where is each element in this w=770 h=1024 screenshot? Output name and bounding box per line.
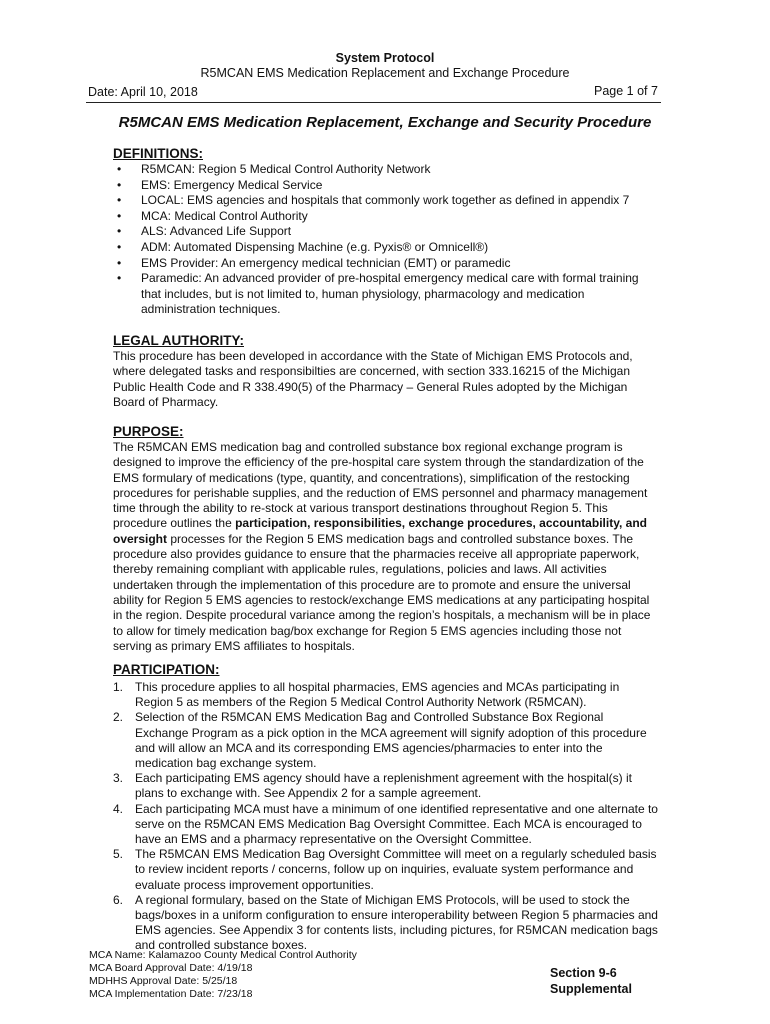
participation-item (113, 802, 658, 848)
footer-mdhhs-approval: MDHHS Approval Date: 5/25/18 (89, 975, 238, 987)
item-text: A regional formulary, based on the State of Michigan EMS Protocols, will be used to stock the bags/boxes in a uniform configuration to ensure interoperability between Region 5 pharmacies and EMS agencies. See Appendix 3 for contents lists, including pictures, for R5MCAN medication bags and controlled substance boxes. (135, 892, 658, 953)
protocol-subtitle: R5MCAN EMS Medication Replacement and Exchange Procedure (200, 66, 570, 80)
document-title: R5MCAN EMS Medication Replacement, Exchange and Security Procedure (118, 114, 652, 131)
definition-item: • ALS: Advanced Life Support (113, 224, 653, 240)
item-text: Each participating MCA must have a minimum of one identified representative and one alternate to serve on the R5MCAN EMS Medication Bag Oversight Committee. Each MCA is encouraged to have an EMS and a pharmacy representative on the Oversight Committee. (135, 801, 658, 847)
definition-item: • Paramedic: An advanced provider of pre-hospital emergency medical care with formal training that includes, but is not limited to, human physiology, pharmacology and medication administration techniques. (113, 271, 653, 318)
definition-item: • R5MCAN: Region 5 Medical Control Authority Network (113, 162, 653, 178)
item-number: 2. (113, 710, 124, 725)
item-number: 6. (113, 892, 124, 907)
participation-item (113, 680, 658, 710)
footer-implementation-date: MCA Implementation Date: 7/23/18 (89, 988, 253, 1000)
purpose-text-end: processes for the Region 5 EMS medication bags and controlled substance boxes. The procedure also provides guidance to ensure that the pharmacies receive all appropriate paperwork, thereby remaining compliant with applicable rules, regulations, policies and laws. All activities undertaken through the implementation of this procedure are to promote and ensure the universal ability for Region 5 EMS agencies to restock/exchange EMS medications at any participating hospital in the region. Despite procedural variance among the region’s hospitals, a mechanism will be in place to allow for timely medication bag/box exchange for Region 5 EMS agencies including those not serving as primary EMS affiliates to hospitals. (113, 531, 651, 653)
definition-item: • EMS Provider: An emergency medical technician (EMT) or paramedic (113, 256, 653, 272)
footer-mca-name: MCA Name: Kalamazoo County Medical Control Authority (89, 949, 357, 961)
protocol-type: System Protocol (335, 51, 435, 65)
footer-board-approval: MCA Board Approval Date: 4/19/18 (89, 962, 253, 974)
page-number: Page 1 of 7 (594, 84, 658, 98)
definition-item: • ADM: Automated Dispensing Machine (e.g. Pyxis® or Omnicell®) (113, 240, 653, 256)
purpose-text-bold: participation, responsibilities, exchange procedures, accountability, and oversight (113, 516, 647, 546)
definition-item: • LOCAL: EMS agencies and hospitals that commonly work together as defined in appendix 7 (113, 193, 653, 209)
participation-item (113, 847, 658, 893)
participation-heading: PARTICIPATION: (113, 662, 220, 677)
purpose-heading: PURPOSE: (113, 424, 184, 439)
definitions-heading: DEFINITIONS: (113, 146, 203, 161)
document-date: Date: April 10, 2018 (88, 85, 198, 99)
item-number: 3. (113, 771, 124, 786)
legal-authority-heading: LEGAL AUTHORITY: (113, 333, 244, 348)
header-divider (86, 102, 661, 103)
definition-item: • EMS: Emergency Medical Service (113, 178, 653, 194)
purpose-text-start: The R5MCAN EMS medication bag and controlled substance box regional exchange program is designed to improve the efficiency of the pre-hospital care system through the standardization of the EMS formulary of medications (type, quantity, and concentrations), simplification of the restocking procedures for perishable supplies, and the reduction of EMS personnel and pharmacy management time through the ability to re-stock at various transport destinations throughout Region 5. This procedure outlines the (113, 440, 648, 531)
legal-authority-text: This procedure has been developed in accordance with the State of Michigan EMS Protocols and, where delegated tasks and responsibilties are concerned, with section 333.16215 of the Michigan Public Health Code and R 338.490(5) of the Pharmacy – General Rules adopted by the Michigan Board of Pharmacy. (113, 349, 633, 409)
item-number: 5. (113, 847, 124, 862)
item-text: Each participating EMS agency should have a replenishment agreement with the hospital(s) it plans to exchange with. See Appendix 2 for a sample agreement. (135, 771, 632, 801)
item-text: Selection of the R5MCAN EMS Medication Bag and Controlled Substance Box Regional Exchange Program as a pick option in the MCA agreement will signify adoption of this procedure and will allow an MCA and its corresponding EMS agencies/pharmacies to enter into the medication bag exchange system. (135, 710, 647, 771)
item-text: The R5MCAN EMS Medication Bag Oversight Committee will meet on a regularly scheduled basis to review incident reports / concerns, follow up on inquiries, evaluate system performance and evaluate process improvement opportunities. (135, 847, 657, 892)
participation-item (113, 893, 658, 954)
participation-item (113, 771, 658, 801)
item-number: 1. (113, 680, 124, 694)
section-number: Section 9-6 (550, 966, 617, 980)
definitions-list (113, 162, 653, 318)
item-text: This procedure applies to all hospital pharmacies, EMS agencies and MCAs participating in Region 5 as members of the Region 5 Medical Control Authority Network (R5MCAN). (135, 680, 620, 710)
participation-item (113, 710, 658, 771)
purpose-text (113, 440, 658, 654)
item-number: 4. (113, 801, 124, 816)
section-supplemental: Supplemental (550, 982, 632, 996)
definition-item: • MCA: Medical Control Authority (113, 209, 653, 225)
participation-list (113, 680, 658, 954)
